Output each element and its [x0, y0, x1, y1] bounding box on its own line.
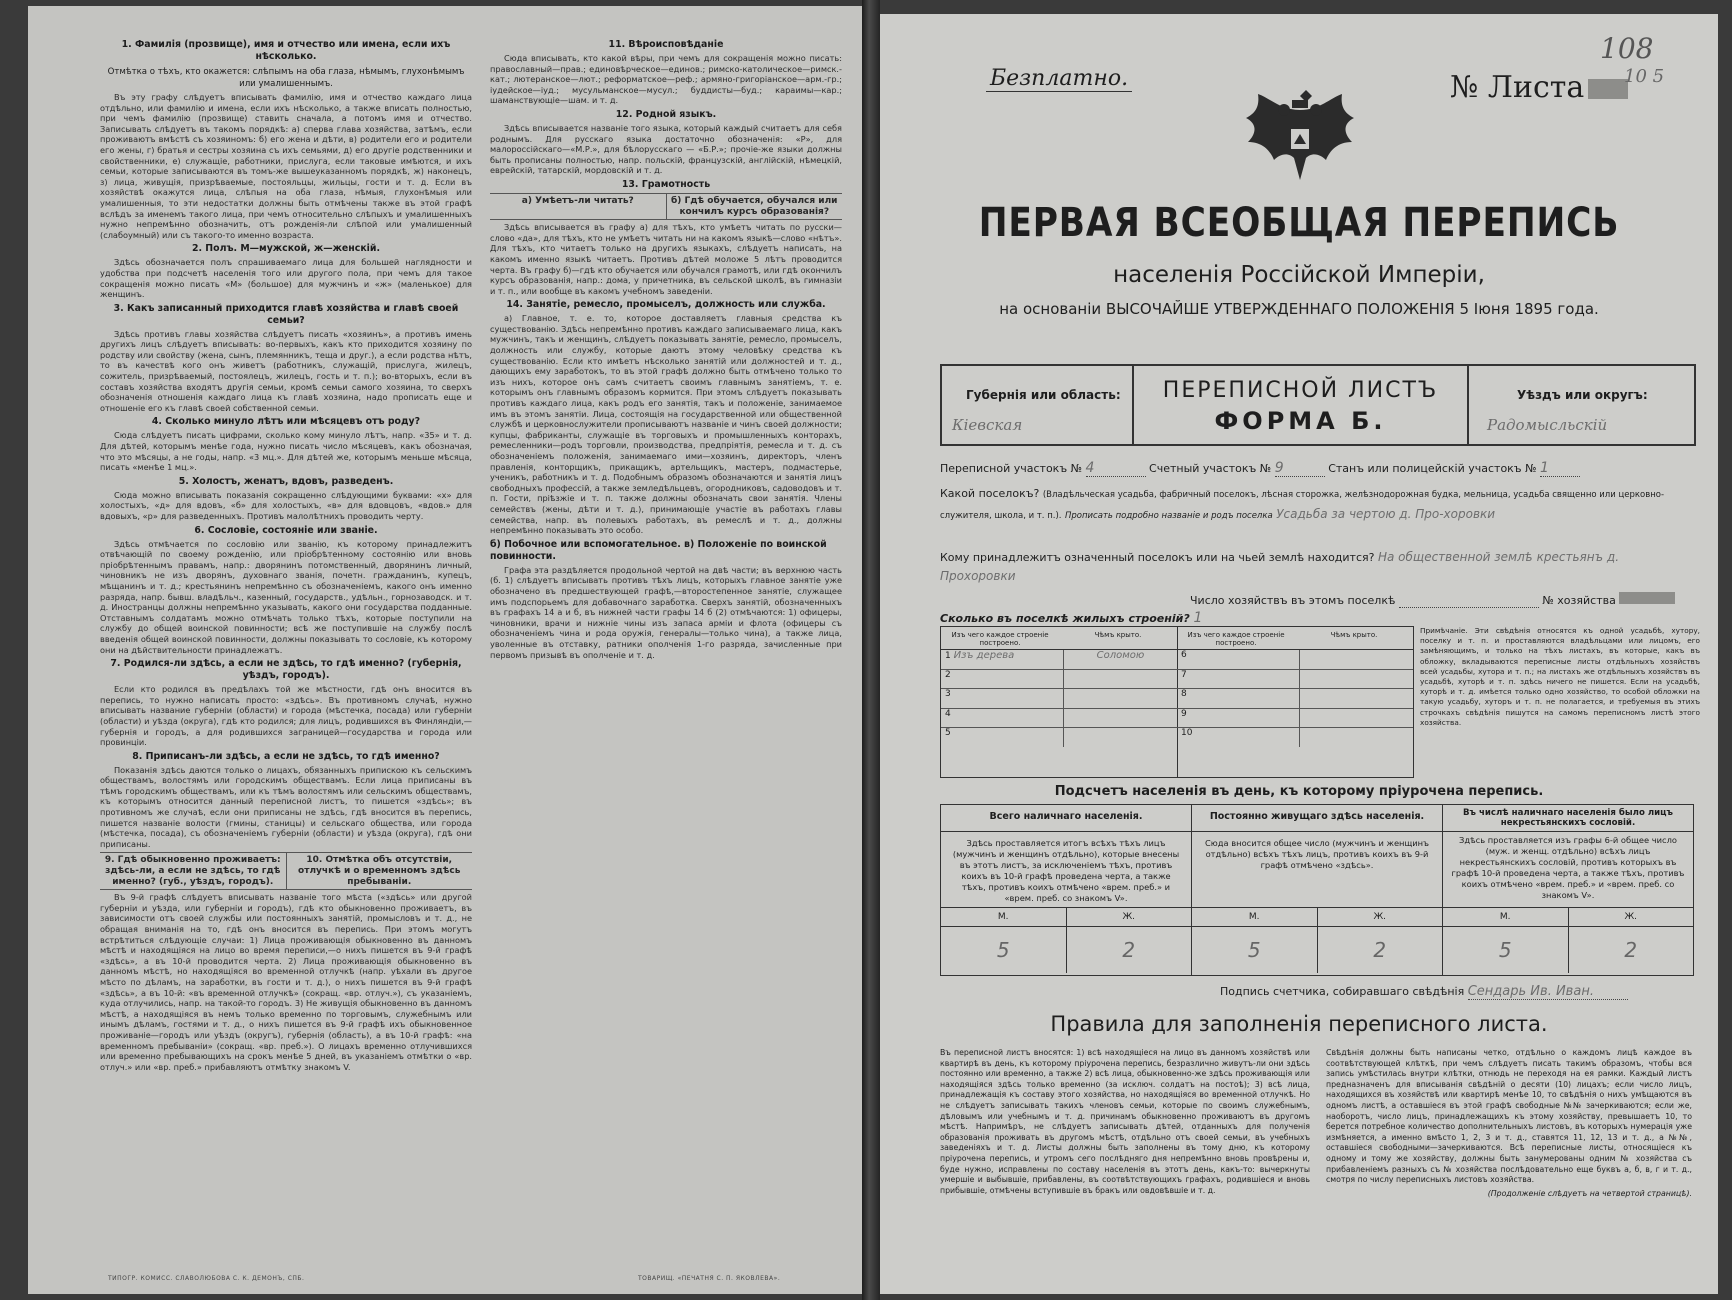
gubernia-label: Губернія или область: [966, 388, 1121, 402]
sex-header [941, 907, 1191, 927]
uezd-label: Уѣздъ или округъ: [1517, 388, 1648, 402]
poselok-hint-2: Прописать подробно названіе и родъ поселка [1064, 511, 1273, 521]
census-legal-basis: на основаніи ВЫСОЧАЙШЕ УТВЕРЖДЕННАГО ПОЛОЖЕНІЯ 5 Іюня 1895 года. [999, 300, 1599, 318]
table-row [1177, 670, 1413, 690]
uezd-value: Радомысльскій [1487, 416, 1608, 434]
male-label: М. [1499, 912, 1511, 922]
section-5-text: Сюда можно вписывать показанія сокращенно слѣдующими буквами: «х» для холостыхъ, «д» для вдовъ, «б» для холостыхъ, «в» для вдовцовъ, «вдов.» для вдовыхъ, «р» для разведенныхъ. Противъ малолѣтнихъ проводить черту. [100, 489, 472, 521]
non-peasant-text: Здѣсь проставляется изъ графы 6-й общее число (муж. и женщ. отдѣльно) всѣхъ лицъ некрестьянскихъ сословій, противъ которыхъ въ графѣ 10-й проведена черта, а также тѣхъ, противъ коихъ отмѣчено «врем. преб.» и «врем. преб. со знакомъ V». [1451, 835, 1685, 900]
stroeniy-line [940, 610, 1692, 626]
enumerator-signature-line [1220, 984, 1628, 1000]
census-subtitle: населенія Россійской Имперіи, [1113, 262, 1485, 288]
sheet-number-value-redacted [1588, 79, 1628, 99]
section-14-sub-title: б) Побочное или вспомогательное. в) Положеніе по воинской повинности. [490, 538, 827, 562]
row-number: 5 [941, 728, 1064, 747]
rules-column-1: Въ переписной листъ вносятся: 1) всѣ находящіеся на лицо въ данномъ хозяйствѣ или квартирѣ въ день, къ которому пріурочена перепись, безразлично живутъ-ли они здѣсь постоянно или временно, а также 2) всѣ лица, обыкновенно-же здѣсь проживающія или находящіяся здѣсь только временно (за исключ. солдатъ на постоѣ); 3) всѣ лица, принадлежащія къ составу этого хозяйства, но находящіяся во временной отлучкѣ. Но не слѣдуетъ записывать такихъ членовъ семьи, которые по своимъ служебнымъ, дѣловымъ или учебнымъ и т. д. причинамъ обыкновенно проживаютъ въ другомъ мѣстѣ. Напримѣръ, не слѣдуетъ записывать дѣтей, отданныхъ для полученія образованія проживать въ другомъ мѣстѣ, отдѣльно отъ своей семьи, въ учебныхъ заведеніяхъ и т. д. Листы должны быть заполнены въ тому дню, къ которому пріурочена перепись, и утромъ сего послѣдняго дня непремѣнно вновь провѣрены и, буде нужно, исправлены по составу населенія въ этотъ день, какъ-то: вычеркнуты умершіе и выбывшіе, прибавлены, въ соотвѣтствующихъ графахъ, родившіеся и вновь прибывшіе, отмѣчены вступившіе въ бракъ или овдовѣвшіе и т. д. [940, 1048, 1310, 1195]
row-roof [1064, 670, 1177, 689]
sex-header [1192, 907, 1442, 927]
section-3-text: Здѣсь противъ главы хозяйства слѣдуетъ писать «хозяинъ», а противъ имень другихъ лицъ слѣдуетъ вписывать: во-первыхъ, какъ кто приходится хозяину по родству или свойству (жена, сынъ, племянникъ, теща и друг.), а если родства нѣтъ, то въ качествѣ кого онъ живетъ (работникъ, служащій, прислуга, жилецъ, сожитель, призрѣваемый, постоялецъ, жилецъ, гость и т. п.); во-вторыхъ, если въ составъ хозяйства входятъ другія семьи, кромѣ семьи самого хозяина, то сверхъ обозначенія отношенія каждаго лица къ главѣ хозяина, надо прописать еще и отношеніе его къ главѣ своей собственной семьи. [100, 328, 472, 413]
rules-title: Правила для заполненія переписного листа. [1050, 1012, 1548, 1036]
header-material: Изъ чего каждое строеніе построено. [1187, 631, 1285, 647]
hoz-count-blank [1399, 594, 1539, 608]
row-roof [1300, 728, 1413, 747]
permanent-population-column [1192, 805, 1443, 975]
uchastok-label: Переписной участокъ № [940, 462, 1083, 475]
buildings-table-header-left [941, 627, 1177, 650]
row-number: 2 [941, 670, 1064, 689]
stroeniy-label: Сколько въ поселкѣ жилыхъ строеній? [940, 612, 1190, 625]
left-instructions-column-2 [490, 36, 842, 1261]
free-of-charge-label: Безплатно. [986, 66, 1132, 92]
poselok-line [940, 484, 1692, 526]
buildings-note: Примѣчаніе. Эти свѣдѣнія относятся къ одной усадьбѣ, хутору, поселку и т. п. и проставляются владѣльцами или лицомъ, его замѣняющимъ, и только на тѣхъ листахъ, въ которые, какъ въ обложку, вкладываются переписные листы отдѣльныхъ хозяйствъ всей усадьбы, хутора и т. п.; на листахъ же отдѣльныхъ хозяйствъ въ усадьбѣ, хуторѣ и т. п. здѣсь ничего не пишется. Если на усадьбѣ, хуторѣ и т. д. имѣется только одно хозяйство, то особой обложки на такую усадьбу, хуторъ и т. п. не полагается, и требуемыя въ этихъ строчкахъ свѣдѣнія пишутся на самомъ переписномъ листѣ этого хозяйства. [1420, 626, 1700, 727]
table-row [941, 650, 1177, 670]
section-9-title: 9. Гдѣ обыкновенно проживаетъ: здѣсь-ли, а если не здѣсь, то гдѣ именно? (губ., уѣздъ, городъ). [104, 855, 281, 887]
row-number: 8 [1177, 689, 1300, 708]
signature-value: Сендарь Ив. Иван. [1468, 984, 1628, 1000]
section-1-text: Въ эту графу слѣдуетъ вписывать фамилію, имя и отчество каждаго лица отдѣльно, или фамилію и имена, если ихъ нѣсколько, а также вписать полностью, при чемъ фамилію (прозвище) ставить сначала, а потомъ имя и отчество. Записывать слѣдуетъ въ такомъ порядкѣ: а) сперва глава хозяйства, затѣмъ, если проживаютъ вмѣстѣ съ хозяиномъ: б) его жена и дѣти, в) родители его и родители его жены, г) братья и сестры хозяина съ ихъ семьями, д) его другіе родственники и свойственники, е) служащіе, работники, прислуга, если таковые имѣются, и ихъ семьи, которые записываются въ томъ-же вышеуказанномъ порядкѣ, ж) наконецъ, з) лица, живущія, призрѣваемые, постояльцы, жильцы, гости и т. д. Если въ хозяйствѣ окажутся лица, слѣпыя на оба глаза, нѣмыя, глухонѣмыя или умалишенныя, то эти недостатки должны быть отмѣчены также въ этой графѣ вслѣдъ за именемъ такого лица, при чемъ относительно слѣпыхъ и умалишенныхъ нужно непремѣнно обозначить, отъ рожденія-ли слѣпой или умалишенный (слабоумный) или съ такого-то именно возраста. [100, 92, 472, 240]
header-roof: Чѣмъ крыто. [1094, 631, 1142, 639]
hoz-count-label: Число хозяйствъ въ этомъ поселкѣ [1190, 594, 1396, 607]
signature-label: Подпись счетчика, собиравшаго свѣдѣнія [1220, 985, 1465, 998]
row-roof [1300, 650, 1413, 669]
row-number: 6 [1177, 650, 1300, 669]
non-peasant-values [1443, 927, 1693, 973]
row-roof [1064, 689, 1177, 708]
header-material: Изъ чего каждое строеніе построено. [951, 631, 1049, 647]
sheet-number-label: № Листа [1450, 70, 1585, 105]
row-number: 9 [1177, 709, 1300, 728]
table-row [1177, 728, 1413, 747]
non-peasant-male-count: 5 [1498, 938, 1512, 962]
section-13-subheader [490, 193, 842, 220]
section-10-title: 10. Отмѣтка объ отсутствіи, отлучкѣ и о временномъ здѣсь пребываніи. [286, 853, 473, 889]
sex-header [1443, 907, 1693, 927]
row-roof: Соломою [1096, 650, 1145, 661]
section-4-title: 4. Сколько минуло лѣтъ или мѣсяцевъ отъ роду? [151, 416, 421, 428]
present-population-text: Здѣсь проставляется итогъ всѣхъ тѣхъ лицъ (мужчинъ и женщинъ отдѣльно), которые внесены въ этотъ листъ, за исключеніемъ тѣхъ, противъ коихъ въ 10-й графѣ проведена черта, а также тѣхъ, противъ коихъ отмѣчено «врем. преб.» и «врем. преб. со знакомъ V». [952, 838, 1180, 903]
census-main-title: ПЕРВАЯ ВСЕОБЩАЯ ПЕРЕПИСЬ [978, 200, 1620, 246]
section-1-note: Отмѣтка о тѣхъ, кто окажется: слѣпымъ на оба глаза, нѣмымъ, глухонѣмымъ или умалишеннымъ. [107, 67, 465, 89]
section-7-title: 7. Родился-ли здѣсь, а если не здѣсь, то гдѣ именно? (губернія, уѣздъ, городъ). [110, 658, 462, 682]
row-roof [1300, 709, 1413, 728]
row-number: 3 [941, 689, 1064, 708]
section-9-text: Въ 9-й графѣ слѣдуетъ вписывать названіе того мѣста («здѣсь» или другой губерніи и уѣзда, или губерніи и городъ), гдѣ кто обыкновенно проживаетъ, въ зависимости отъ своей службы или постоянныхъ занятій, промысловъ и т. д., не обращая вниманія на то, гдѣ онъ вносится въ перепись. При этомъ могутъ встрѣтиться слѣдующіе случаи: 1) Лица проживающія обыкновенно въ данномъ мѣстѣ и находящіяся на лицо во время переписи,—о нихъ пишется въ 9-й графѣ «здѣсь», а въ 10-й проводится черта. 2) Лица проживающія обыкновенно въ данномъ мѣстѣ, но находящіяся во временной отлучкѣ (напр. уѣхали въ другое мѣсто по дѣламъ, на заработки, въ гости и т. д.), о нихъ пишется въ 9-й графѣ «здѣсь», а въ 10-й: «въ временной отлучкѣ» (сокращ. «вр. отлуч.»), съ указаніемъ, куда отлучились, напр. на такой-то городъ. 3) Не живущія обыкновенно въ данномъ мѣстѣ, а находящіяся въ немъ только временно по торговымъ, служебнымъ или инымъ дѣламъ, гостями и т. д., о нихъ пишется въ 9-й графѣ ихъ обыкновенное проживаніе—городъ или уѣздъ (округъ), губернія (область), а въ 10-й графѣ: «на временномъ пребываніи» (сокращ. «вр. преб.»). О лицахъ временно отлучившихся или временно пребывающихъ на срокъ менѣе 5 дней, въ указаніемъ отмѣтки о «вр. отлуч.» или «вр. преб.» прибавляютъ отмѣтку знакомъ V. [100, 892, 472, 1072]
table-row [1177, 709, 1413, 729]
rules-continuation: (Продолженіе слѣдуетъ на четвертой страницѣ). [1487, 1188, 1692, 1198]
permanent-female-count: 2 [1317, 927, 1443, 973]
poselok-hint: (Владѣльческая усадьба, фабричный поселокъ, лѣсная сторожка, желѣзнодорожная будка, мельница, усадьба священно или церковно-служителя, школа, и т. п.). [940, 490, 1665, 521]
row-roof [1300, 689, 1413, 708]
row-number: 1 [945, 651, 951, 661]
non-peasant-female-count: 2 [1568, 927, 1694, 973]
female-label: Ж. [1066, 908, 1192, 926]
row-number: 7 [1177, 670, 1300, 689]
section-2-text: Здѣсь обозначается полъ спрашиваемаго лица для большей наглядности и удобства при подсчетѣ населенія того или другого пола, при чемъ для такое сокращенія можно писать «М» (большое) для мужчинъ и «ж» (маленькое) для женщинъ. [100, 257, 472, 300]
schet-value: 9 [1275, 460, 1325, 477]
present-male-count: 5 [996, 938, 1010, 962]
uchastok-line [940, 460, 1692, 477]
present-female-count: 2 [1066, 927, 1192, 973]
section-6-title: 6. Сословіе, состояніе или званіе. [194, 524, 378, 536]
section-13-title: 13. Грамотность [621, 178, 711, 190]
hoz-line [940, 592, 1692, 608]
poselok-label: Какой поселокъ? [940, 487, 1040, 500]
table-row [941, 670, 1177, 690]
section-11-title: 11. Вѣроисповѣданіе [608, 39, 724, 50]
section-9-10-header [100, 852, 472, 890]
table-row [941, 728, 1177, 747]
section-3-title: 3. Какъ записанный приходится главѣ хозяйства и главѣ своей семьи? [113, 302, 459, 326]
permanent-population-values [1192, 927, 1442, 973]
owner-label: Кому принадлежитъ означенный поселокъ или на чьей землѣ находится? [940, 551, 1375, 564]
stan-label: Станъ или полицейскій участокъ № [1328, 462, 1537, 475]
left-page [28, 6, 862, 1294]
handwritten-page-number: 108 [1600, 32, 1654, 65]
right-page-census-form [880, 14, 1718, 1294]
rules-column-2 [1326, 1048, 1692, 1268]
owner-line [940, 548, 1692, 586]
left-instructions-column-1 [100, 36, 472, 1261]
row-roof [1300, 670, 1413, 689]
section-4-text: Сюда слѣдуетъ писать цифрами, сколько кому минуло лѣтъ, напр. «35» и т. д. Для дѣтей, которымъ менѣе года, нужно писать число мѣсяцевъ, какъ обозначая, что это мѣсяцы, а не годы, напр. «3 мц.». Для дѣтей же, которымъ меньше мѣсяца, писать «менѣе 1 мц.». [100, 430, 472, 473]
male-label: М. [997, 912, 1009, 922]
form-b-label: ФОРМА Б. [1214, 407, 1387, 435]
population-count-table [940, 804, 1694, 976]
poselok-value: Усадьба за чертою д. Про-хоровки [1276, 507, 1496, 521]
section-13b-title: б) Гдѣ обучается, обучался или кончилъ курсъ образованія? [666, 194, 843, 219]
row-roof [1064, 709, 1177, 728]
row-roof [1064, 728, 1177, 747]
hoz-no-redacted [1619, 592, 1675, 604]
buildings-table-right [1177, 627, 1413, 777]
row-number: 4 [941, 709, 1064, 728]
section-11-text: Сюда вписывать, кто какой вѣры, при чемъ для сокращенія можно писать: православный—прав.; единовѣрческое—единов.; римско-католическое—римск.-кат.; лютеранское—лют.; реформатское—реф.; армяно-григоріанское—арм.-гр.; іудейское—іуд.; мусульманское—мусул.; буддисты—буд.; караимы—кар.; шаманствующіе—шам. и т. д. [490, 53, 842, 106]
permanent-male-count: 5 [1247, 938, 1261, 962]
permanent-population-header: Постоянно живущаго здѣсь населенія. [1192, 805, 1442, 832]
buildings-table-header-right [1177, 627, 1413, 650]
hoz-no-label: № хозяйства [1542, 594, 1616, 607]
table-row [1177, 650, 1413, 670]
present-population-column [941, 805, 1192, 975]
section-5-title: 5. Холостъ, женатъ, вдовъ, разведенъ. [178, 475, 394, 487]
section-6-text: Здѣсь отмѣчается по сословію или званію, къ которому принадлежитъ отвѣчающій по своему рожденію, или пріобрѣтенному состоянію или вновь пріобрѣтеннымъ правамъ, напр.: дворянинъ потомственный, дворянинъ личный, чиновникъ не изъ дворянъ, духовнаго званія, почетн. гражданинъ, купецъ, мѣщанинъ и т. д.; крестьянинъ непремѣнно съ обозначеніемъ, какого онъ именно разряда, напр. бывш. владѣльч., казенный, государств., удѣльн., горнозаводск. и т. д. Иностранцы должны непремѣнно указывать, какого они государства подданные. Отставнымъ солдатамъ можно отмѣчать только тѣхъ, которые поступили на службу до общей воинской повинности; всѣ же поступившіе на службу послѣ введенія общей воинской повинности, должны показывать то сословіе, къ которому они на дѣйствительности принадлежатъ. [100, 538, 472, 655]
present-population-header: Всего наличнаго населенія. [941, 805, 1191, 832]
section-14-text: а) Главное, т. е. то, которое доставляетъ главныя средства къ существованію. Здѣсь непремѣнно противъ каждаго записываемаго лица, какъ мужчинъ, такъ и женщинъ, слѣдуетъ показывать занятіе, ремесло, промыселъ, должность или службу, которые даютъ этому человѣку средства къ существованію. Если кто имѣетъ нѣсколько занятій или должностей и т. д., дающихъ ему заработокъ, то въ этой графѣ должно быть отмѣчено только то изъ нихъ, которое онъ самъ считаетъ своимъ главнымъ занятіемъ, т. е. которымъ онъ главнымъ образомъ кормится. При этомъ слѣдуетъ показывать противъ каждаго лица, какъ родъ его занятія, такъ и положеніе, занимаемое имъ въ этомъ занятіи. Лица, состоящія на государственной или общественной службѣ и церковнослужители прописываютъ названіе и чинъ своей должности; купцы, фабриканты, служащіе въ торговыхъ и промышленныхъ конторахъ, ремесленники—родъ торговли, производства, предпріятія, ремесла и т. д. съ обозначеніемъ положенія, занимаемаго ими—хозяинъ, директоръ, членъ правленія, конторщикъ, прикащикъ, артельщикъ, мастеръ, подмастерье, ученикъ, работникъ и т. д. Подобнымъ образомъ обозначаются и занятія лицъ свободныхъ профессій, а также земледѣльцевъ, огородниковъ, садоводовъ и т. п. Гости, пріѣзжіе и т. п. также должны обозначать свои занятія. Члены семействъ (жены, дѣти и т. д.), принимающіе участіе въ работахъ главы семейства, напр. въ полевыхъ работахъ, въ ремеслѣ и т. д., должны непремѣнно показывать это особо. [490, 313, 842, 536]
section-12-title: 12. Родной языкъ. [615, 108, 717, 120]
handwritten-page-subnumber: 10 5 [1624, 66, 1665, 87]
form-title: ПЕРЕПИСНОЙ ЛИСТЪ [1162, 378, 1439, 403]
stan-value: 1 [1540, 460, 1580, 477]
buildings-table [940, 626, 1414, 778]
table-row [941, 709, 1177, 729]
present-population-values [941, 927, 1191, 973]
table-row [941, 689, 1177, 709]
section-13a-title: а) Умѣетъ-ли читать? [521, 195, 634, 206]
female-label: Ж. [1568, 908, 1694, 926]
schet-label: Счетный участокъ № [1149, 462, 1272, 475]
section-7-text: Если кто родился въ предѣлахъ той же мѣстности, гдѣ онъ вносится въ перепись, то нужно написать просто: «здѣсь». Въ противномъ случаѣ, нужно вписывать название губерніи (области) и города (мѣстечка, посада) или губерніи (области) и уѣзда (округа), гдѣ кто родился; для лицъ, родившихся въ Финляндіи,—губернія и городъ, а для родившихся заграницей—государства и города или провинціи. [100, 684, 472, 748]
buildings-table-left [941, 627, 1178, 777]
rules-column-2-text: Свѣдѣнія должны быть написаны четко, отдѣльно о каждомъ лицѣ каждое въ соотвѣтствующей клѣткѣ, при чемъ слѣдуетъ писать такимъ образомъ, чтобы вся запись умѣстилась внутри клѣтки, отнюдь не переходя на ея рамки. Каждый листъ предназначенъ для вписыванія свѣдѣній о десяти (10) лицахъ; если число лицъ, находящихся въ хозяйствѣ или квартирѣ менѣе 10, то свѣдѣнія о нихъ умѣщаются въ одномъ листѣ, а оставшіеся въ этой графѣ свободные №№ зачеркиваются; если же, наоборотъ, число лицъ, принадлежащихъ къ этому хозяйству, превышаетъ 10, то берется потребное количество дополнительныхъ листовъ, въ которыхъ нумерація уже измѣняется, а именно вмѣсто 1, 2, 3 и т. д., ставятся 11, 12, 13 и т. д., а №№, оставшіеся свободными—зачеркиваются. Всѣ переписные листы, относящіеся къ одному и тому же хозяйству, должны быть занумерованы одним № хозяйства съ прибавленіемъ разныхъ съ № хозяйства послѣдовательно еще буквъ а, б, в, г и т. д., смотря по числу переписныхъ листовъ хозяйства. [1326, 1048, 1692, 1185]
section-12-text: Здѣсь вписывается названіе того языка, который каждый считаетъ для себя роднымъ. Для русскаго языка достаточно обозначенія: «Р», для малороссійскаго—«М.Р.», для бѣлорусскаго — «Б.Р.»; прочіе-же языки должны быть прописаны полностью, напр. польскій, французскій, англійскій, нѣмецкій, еврейскій, татарскій, мордовскій и т. д. [490, 122, 842, 176]
form-title-cell [1132, 366, 1469, 444]
form-header-box [940, 364, 1696, 446]
non-peasant-column [1443, 805, 1693, 975]
population-count-title: Подсчетъ населенія въ день, къ которому пріурочена перепись. [1054, 784, 1544, 799]
uchastok-value: 4 [1086, 460, 1146, 477]
permanent-population-text: Сюда вносится общее число (мужчинъ и женщинъ отдѣльно) всѣхъ тѣхъ лицъ, противъ коихъ въ 9-й графѣ отмѣчено «здѣсь». [1205, 838, 1429, 870]
sheet-number [1450, 70, 1628, 105]
uezd-cell [1467, 366, 1694, 444]
table-row [1177, 689, 1413, 709]
header-roof: Чѣмъ крыто. [1330, 631, 1378, 639]
section-2-title: 2. Полъ. М—мужской, ж—женскій. [191, 243, 381, 255]
non-peasant-header: Въ числѣ наличнаго населенія было лицъ некрестьянскихъ сословій. [1443, 805, 1693, 832]
imperial-eagle-emblem-icon [1240, 84, 1360, 188]
owner-value: На общественной землѣ крестьянъ д. Прохоровки [940, 550, 1620, 583]
section-14-text-2: Графа эта раздѣляется продольной чертой на двѣ части; въ верхнюю часть (б. 1) слѣдуетъ вписывать противъ тѣхъ лицъ, которыхъ главное занятіе уже обозначено въ предшествующей графѣ,—второстепенное занятіе, служащее имъ подспорьемъ для добавочнаго заработка. Сверхъ занятій, обозначенныхъ въ графахъ 14 а и б, въ нижней части графы 14 б (2) отмѣчаются: 1) офицеры, чиновники, врачи и нижніе чины изъ запаса арміи и флота (офицеры съ обозначеніемъ чина и рода оружія, генералы—только чина), а также лица, уволенные въ отставку, ратники ополченія 1-го разряда, зачисленные при первомъ призывѣ въ ополченіе и т. д. [490, 564, 842, 660]
stroeniy-value: 1 [1193, 610, 1203, 626]
gubernia-value: Кіевская [952, 416, 1023, 434]
gubernia-cell [942, 366, 1132, 444]
left-footer-printer-2: ТОВАРИЩ. «ПЕЧАТНЯ С. П. ЯКОВЛЕВА». [638, 1275, 781, 1282]
section-1-title: 1. Фамилія (прозвище), имя и отчество или имена, если ихъ нѣсколько. [121, 39, 451, 62]
section-14-title: 14. Занятіе, ремесло, промыселъ, должность или служба. [506, 299, 826, 311]
section-8-title: 8. Приписанъ-ли здѣсь, а если не здѣсь, то гдѣ именно? [132, 750, 440, 762]
row-material: Изъ дерева [953, 650, 1015, 661]
left-footer-printer-1: ТИПОГР. КОМИСС. СЛАВОЛЮБОВА С. К. ДЕМОНЪ, СПБ. [108, 1275, 305, 1282]
book-spine [862, 0, 880, 1300]
male-label: М. [1248, 912, 1260, 922]
row-number: 10 [1177, 728, 1300, 747]
section-8-text: Показанія здѣсь даются только о лицахъ, обязанныхъ припискою къ сельскимъ обществамъ, волостямъ или городскимъ обществамъ. Если лица приписаны въ тѣмъ городскимъ обществамъ, или къ тѣмъ волостямъ или сельскимъ обществамъ, къ которымъ относится данный переписной листъ, то пишется «здѣсь»; въ противномъ же случаѣ, если они приписаны не здѣсь, гдѣ вносится въ перепись, пишется названіе волости (гмины, станицы) и сельскаго общества, или города (мѣстечка, посада), съ обозначеніемъ губерніи (области) и уѣзда (округа), гдѣ они приписаны. [100, 764, 472, 849]
female-label: Ж. [1317, 908, 1443, 926]
section-13-text: Здѣсь вписывается въ графу а) для тѣхъ, кто умѣетъ читать по русски—слово «да», для тѣхъ, кто не умѣетъ читать ни на какомъ языкѣ—слово «нѣтъ». Для тѣхъ, кто читаетъ только на другихъ языкахъ, слѣдуетъ написать, на какомъ именно языкѣ читаетъ. Противъ дѣтей моложе 5 лѣтъ проводится черта. Въ графу б)—гдѣ кто обучается или обучался грамотѣ, или гдѣ окончилъ курсъ образованія, напр.: дома, у причетника, въ сельской школѣ, въ гимназіи и т. п., или вообще въ какомъ учебномъ заведеніи. [490, 222, 842, 296]
